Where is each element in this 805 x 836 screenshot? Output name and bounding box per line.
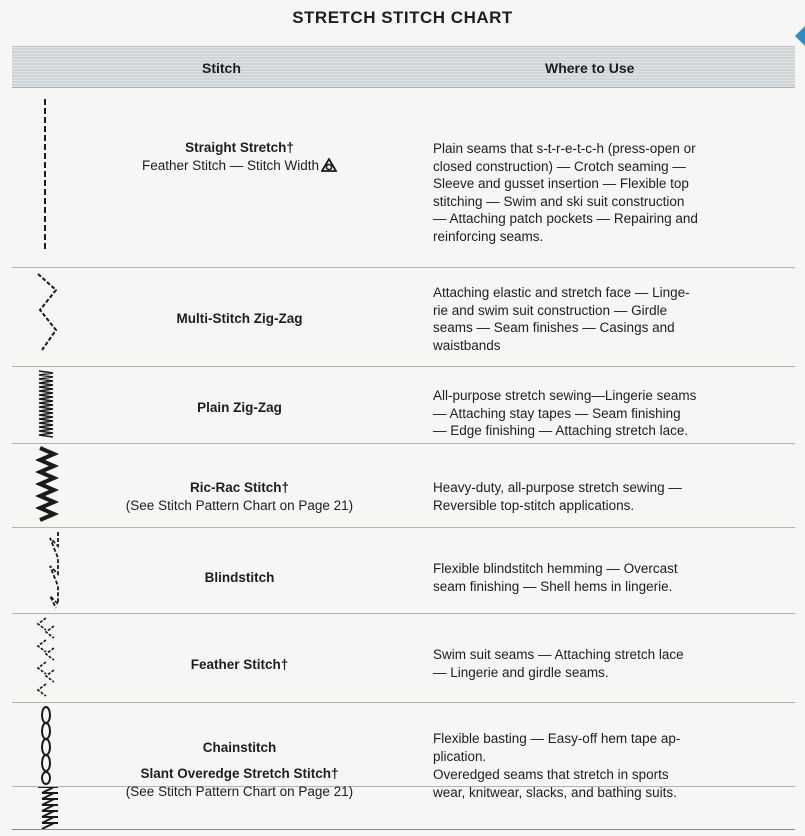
where-to-use-text: Plain seams that s-t-r-e-t-c-h (press-open or closed construction) — Crotch seaming — Sleeve and gusset insertion — Flexible top stitching — Swim and ski suit construction — Attaching patch pockets — Repairing and reinforcing seams. (433, 141, 698, 244)
multi-stitch-zigzag-icon (32, 268, 64, 366)
table-row (12, 528, 795, 614)
table-row (12, 268, 795, 367)
stitch-note: Feather Stitch — Stitch Width (141, 158, 320, 173)
slant-overedge-icon (32, 787, 64, 830)
stitch-note: (See Stitch Pattern Chart on Page 21) (125, 498, 354, 513)
stitch-name: Slant Overedge Stretch Stitch† (140, 766, 339, 781)
stitch-name: Straight Stretch† (185, 140, 294, 155)
stitch-name: Ric-Rac Stitch† (189, 480, 290, 495)
ric-rac-icon (32, 444, 64, 527)
table-row (12, 444, 795, 528)
table-header (12, 46, 795, 88)
table-row (12, 87, 795, 268)
page-edge-tab-marker (795, 26, 805, 46)
table-row (12, 614, 795, 703)
table-row (12, 766, 795, 830)
stitch-note: (See Stitch Pattern Chart on Page 21) (125, 784, 354, 799)
straight-stretch-icon (32, 87, 64, 267)
where-to-use-text: All-purpose stretch sewing—Lingerie seams — Attaching stay tapes — Seam finishing — Edge finishing — Attaching stretch lace. (433, 388, 697, 438)
stitch-name: Blindstitch (204, 570, 275, 585)
header-where-to-use: Where to Use (545, 60, 635, 76)
stitch-name: Chainstitch (202, 740, 277, 755)
chainstitch-icon (32, 703, 64, 786)
where-to-use-text: Heavy-duty, all-purpose stretch sewing — Reversible top-stitch applications. (433, 480, 682, 513)
header-stitch: Stitch (202, 60, 241, 76)
stitch-name: Feather Stitch† (190, 657, 289, 672)
feather-stitch-icon (32, 614, 64, 702)
table-row (12, 367, 795, 444)
page-title: STRETCH STITCH CHART (292, 8, 513, 27)
where-to-use-text: Flexible blindstitch hemming — Overcast seam finishing — Shell hems in lingerie. (433, 561, 678, 594)
bottom-rule (12, 829, 795, 830)
stitch-name: Multi-Stitch Zig-Zag (176, 311, 303, 326)
where-to-use-text: Overedged seams that stretch in sports wear, knitwear, slacks, and bathing suits. (433, 767, 677, 800)
blindstitch-icon (32, 528, 64, 613)
stitch-name: Plain Zig-Zag (197, 400, 282, 415)
plain-zigzag-icon (32, 367, 64, 443)
where-to-use-text: Flexible basting — Easy-off hem tape ap- plication. (433, 731, 681, 764)
where-to-use-text: Swim suit seams — Attaching stretch lace — Lingerie and girdle seams. (433, 647, 684, 680)
where-to-use-text: Attaching elastic and stretch face — Linge- rie and swim suit construction — Girdle seams — Seam finishes — Casings and waistbands (433, 285, 690, 353)
stretch-stitch-table (12, 46, 795, 830)
stitch-width-triangle-icon (321, 158, 337, 172)
